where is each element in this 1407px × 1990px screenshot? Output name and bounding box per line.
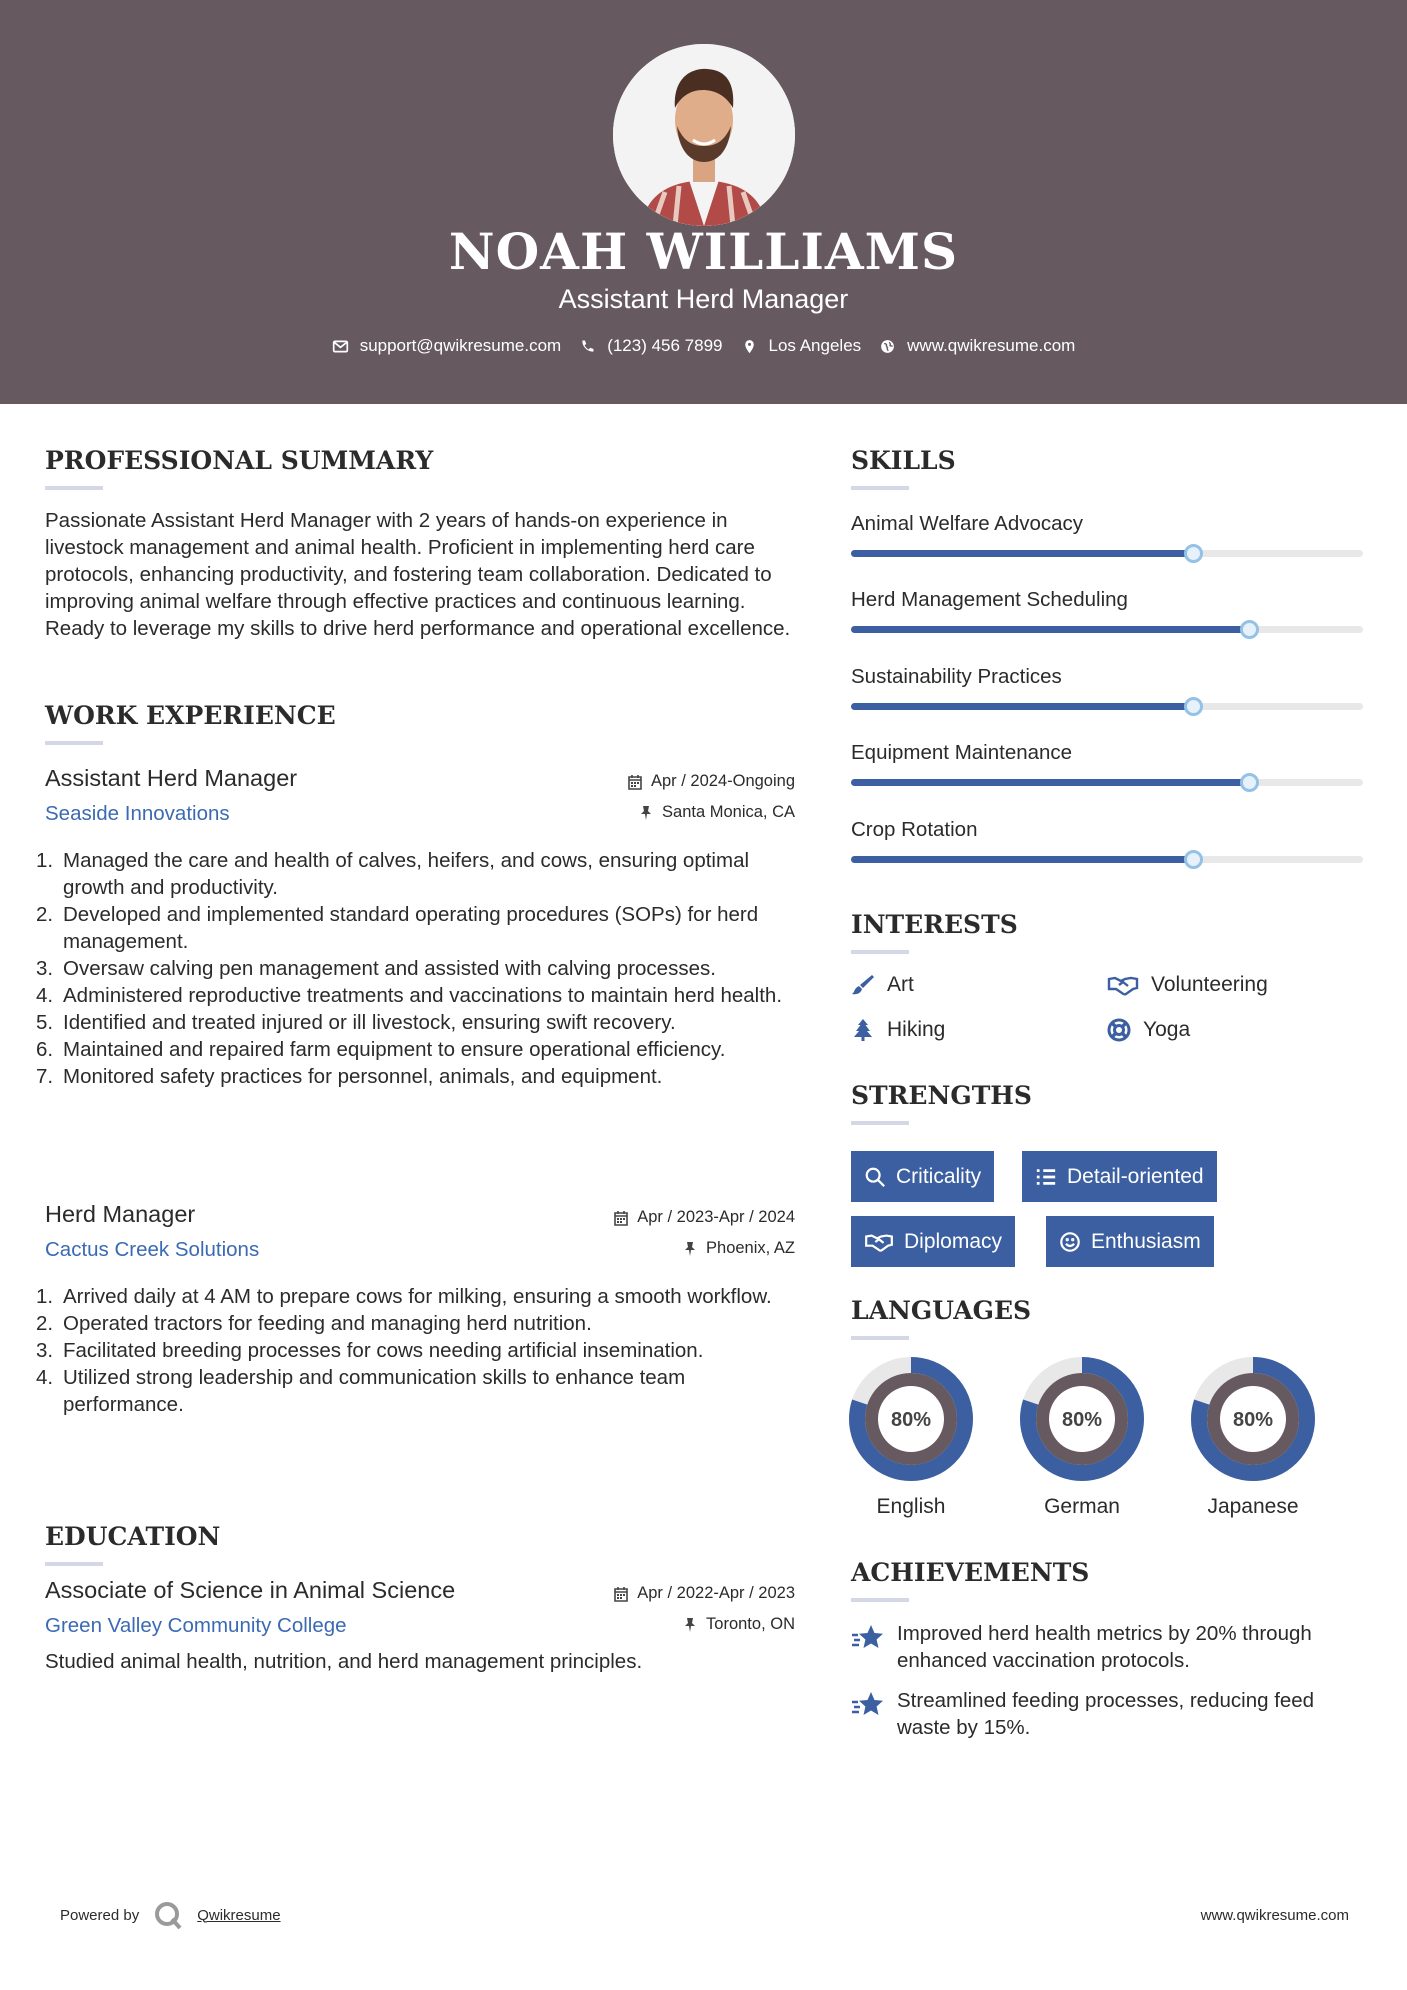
handshake-icon	[1107, 973, 1139, 997]
interest-volunteering	[1107, 973, 1268, 997]
education-description: Studied animal health, nutrition, and herd management principles.	[45, 1650, 643, 1673]
school-name[interactable]: Green Valley Community College	[45, 1614, 347, 1637]
skill-fill	[851, 779, 1249, 786]
summary-section	[45, 446, 795, 642]
list-item: Identified and treated injured or ill livestock, ensuring swift recovery.	[63, 1011, 676, 1034]
interest-label: Art	[887, 973, 914, 996]
job-header	[45, 1201, 795, 1269]
qwikresume-logo-icon	[153, 1900, 183, 1930]
language-item	[849, 1357, 973, 1519]
job-date-text: Apr / 2023-Apr / 2024	[637, 1208, 795, 1226]
powered-by-text: Powered by	[60, 1906, 140, 1924]
interest-art	[851, 973, 914, 997]
education-heading: EDUCATION	[45, 1522, 221, 1551]
skill-track	[851, 550, 1363, 557]
strength-label: Criticality	[896, 1164, 982, 1188]
section-divider	[851, 950, 909, 954]
contact-website[interactable]	[879, 336, 1075, 356]
section-divider	[851, 1598, 909, 1602]
skill-item	[851, 588, 1363, 648]
section-divider	[851, 486, 909, 490]
job-location	[682, 1239, 795, 1258]
interest-label: Hiking	[887, 1018, 946, 1041]
achievement-text: Streamlined feeding processes, reducing feed waste by 15%.	[897, 1689, 1315, 1739]
experience-heading: WORK EXPERIENCE	[45, 701, 336, 730]
star-icon	[851, 1690, 885, 1720]
section-divider	[45, 741, 103, 745]
language-item	[1020, 1357, 1144, 1519]
pushpin-icon	[682, 1617, 698, 1633]
language-ring	[1191, 1357, 1315, 1481]
handshake-icon	[864, 1231, 894, 1253]
calendar-icon	[627, 774, 643, 790]
footer-branding	[60, 1900, 281, 1930]
pushpin-icon	[638, 805, 654, 821]
section-divider	[851, 1121, 909, 1125]
job-entry	[45, 765, 795, 1090]
list-item: Facilitated breeding processes for cows needing artificial insemination.	[63, 1339, 704, 1362]
skill-item	[851, 818, 1363, 878]
strengths-heading: STRENGTHS	[851, 1081, 1032, 1110]
skill-item	[851, 665, 1363, 725]
achievement-item	[851, 1687, 1363, 1741]
list-item: Maintained and repaired farm equipment to ensure operational efficiency.	[63, 1038, 726, 1061]
tree-icon	[851, 1018, 875, 1042]
education-date	[613, 1584, 795, 1603]
skill-fill	[851, 550, 1193, 557]
languages-section	[851, 1296, 1363, 1340]
contact-bar	[0, 336, 1407, 356]
job-date	[613, 1208, 795, 1227]
list-item: Developed and implemented standard operating procedures (SOPs) for herd management.	[63, 903, 759, 953]
location-text: Los Angeles	[768, 336, 862, 355]
job-title: Assistant Herd Manager	[45, 765, 298, 791]
contact-phone[interactable]	[579, 336, 722, 356]
envelope-icon	[332, 338, 349, 355]
globe-icon	[879, 338, 896, 355]
contact-location	[741, 336, 862, 356]
section-divider	[45, 1562, 103, 1566]
skills-section	[851, 446, 1363, 490]
job-date	[627, 772, 795, 791]
skill-fill	[851, 703, 1193, 710]
list-item: Oversaw calving pen management and assisted with calving processes.	[63, 957, 716, 980]
search-icon	[864, 1166, 886, 1188]
skill-name: Crop Rotation	[851, 818, 978, 841]
degree-title: Associate of Science in Animal Science	[45, 1577, 456, 1603]
job-date-text: Apr / 2024-Ongoing	[650, 772, 795, 790]
skill-track	[851, 856, 1363, 863]
skill-track	[851, 779, 1363, 786]
language-percent: 80%	[1061, 1409, 1103, 1431]
language-name: Japanese	[1207, 1495, 1299, 1518]
achievements-section	[851, 1558, 1363, 1602]
website-text: www.qwikresume.com	[907, 336, 1076, 355]
interest-label: Volunteering	[1151, 973, 1268, 996]
candidate-name: NOAH WILLIAMS	[448, 222, 959, 281]
smile-icon	[1059, 1231, 1081, 1253]
skill-knob[interactable]	[1240, 773, 1259, 792]
profile-photo	[613, 44, 795, 226]
strength-label: Detail-oriented	[1067, 1164, 1204, 1188]
job-duties-list	[45, 847, 795, 1090]
strength-label: Enthusiasm	[1091, 1229, 1201, 1253]
job-header	[45, 765, 795, 833]
strengths-section	[851, 1081, 1363, 1125]
phone-text: (123) 456 7899	[607, 336, 723, 355]
footer-website[interactable]: www.qwikresume.com	[1200, 1907, 1349, 1924]
list-item: Monitored safety practices for personnel, animals, and equipment.	[63, 1065, 663, 1088]
skill-knob[interactable]	[1184, 697, 1203, 716]
strength-label: Diplomacy	[904, 1229, 1003, 1253]
language-name: English	[876, 1495, 946, 1518]
calendar-icon	[613, 1210, 629, 1226]
list-item: Arrived daily at 4 AM to prepare cows for milking, ensuring a smooth workflow.	[63, 1285, 772, 1308]
language-name: German	[1044, 1495, 1120, 1518]
job-company[interactable]: Seaside Innovations	[45, 802, 230, 825]
job-location-text: Santa Monica, CA	[662, 803, 795, 821]
strength-chip	[851, 1151, 994, 1202]
language-percent: 80%	[1232, 1409, 1274, 1431]
skill-fill	[851, 856, 1193, 863]
job-company[interactable]: Cactus Creek Solutions	[45, 1238, 260, 1261]
star-icon	[851, 1623, 885, 1653]
calendar-icon	[613, 1586, 629, 1602]
list-item: Administered reproductive treatments and vaccinations to maintain herd health.	[63, 984, 783, 1007]
language-item	[1191, 1357, 1315, 1519]
email-text: support@qwikresume.com	[359, 336, 562, 355]
education-location	[682, 1615, 795, 1634]
summary-heading: PROFESSIONAL SUMMARY	[45, 446, 434, 475]
phone-icon	[579, 338, 596, 355]
map-pin-icon	[741, 338, 758, 355]
skill-fill	[851, 626, 1249, 633]
summary-text: Passionate Assistant Herd Manager with 2 years of hands-on experience in livestock management and animal health. Proficient in implementing herd care protocols, enhancing productivity, and fostering team collaboration. Dedicated to improving animal welfare through effective practices and continuous learning. Ready to leverage my skills to drive herd performance and operational excellence.	[45, 509, 791, 640]
candidate-title: Assistant Herd Manager	[558, 284, 849, 314]
education-date-text: Apr / 2022-Apr / 2023	[637, 1584, 795, 1602]
resume-header	[0, 0, 1407, 404]
skill-knob[interactable]	[1184, 850, 1203, 869]
achievements-heading: ACHIEVEMENTS	[851, 1558, 1090, 1587]
brand-link[interactable]: Qwikresume	[197, 1906, 281, 1924]
section-divider	[45, 486, 103, 490]
skill-track	[851, 703, 1363, 710]
profile-photo-illustration	[613, 44, 795, 226]
education-location-text: Toronto, ON	[706, 1615, 795, 1633]
interests-heading: INTERESTS	[851, 910, 1018, 939]
strength-chip	[851, 1216, 1015, 1267]
list-item: Utilized strong leadership and communication skills to enhance team performance.	[63, 1366, 686, 1416]
skill-item	[851, 512, 1363, 572]
lifebuoy-icon	[1107, 1018, 1131, 1042]
skills-heading: SKILLS	[851, 446, 956, 475]
list-item: Operated tractors for feeding and managing herd nutrition.	[63, 1312, 592, 1335]
experience-section	[45, 701, 795, 745]
strength-chip	[1022, 1151, 1217, 1202]
job-location-text: Phoenix, AZ	[706, 1239, 795, 1257]
education-header	[45, 1577, 795, 1645]
skill-name: Animal Welfare Advocacy	[851, 512, 1084, 535]
paintbrush-icon	[851, 973, 875, 997]
skill-name: Equipment Maintenance	[851, 741, 1073, 764]
skill-knob[interactable]	[1184, 544, 1203, 563]
job-duties-list	[45, 1283, 795, 1418]
interest-yoga	[1107, 1018, 1190, 1042]
contact-email[interactable]	[332, 336, 562, 356]
pushpin-icon	[682, 1241, 698, 1257]
list-icon	[1035, 1166, 1057, 1188]
education-section	[45, 1522, 795, 1566]
skill-knob[interactable]	[1240, 620, 1259, 639]
achievement-item	[851, 1620, 1363, 1674]
achievement-text: Improved herd health metrics by 20% through enhanced vaccination protocols.	[897, 1622, 1312, 1672]
section-divider	[851, 1336, 909, 1340]
language-ring	[849, 1357, 973, 1481]
job-location	[638, 803, 795, 822]
job-title: Herd Manager	[45, 1201, 196, 1227]
job-entry	[45, 1201, 795, 1418]
interest-label: Yoga	[1143, 1018, 1191, 1041]
education-entry	[45, 1577, 795, 1675]
skill-item	[851, 741, 1363, 801]
interest-hiking	[851, 1018, 945, 1042]
skill-name: Herd Management Scheduling	[851, 588, 1128, 611]
interests-section	[851, 910, 1363, 954]
language-percent: 80%	[890, 1409, 932, 1431]
skill-name: Sustainability Practices	[851, 665, 1062, 688]
list-item: Managed the care and health of calves, heifers, and cows, ensuring optimal growth and productivity.	[63, 849, 750, 899]
skill-track	[851, 626, 1363, 633]
strength-chip	[1046, 1216, 1214, 1267]
languages-heading: LANGUAGES	[851, 1296, 1032, 1325]
language-ring	[1020, 1357, 1144, 1481]
